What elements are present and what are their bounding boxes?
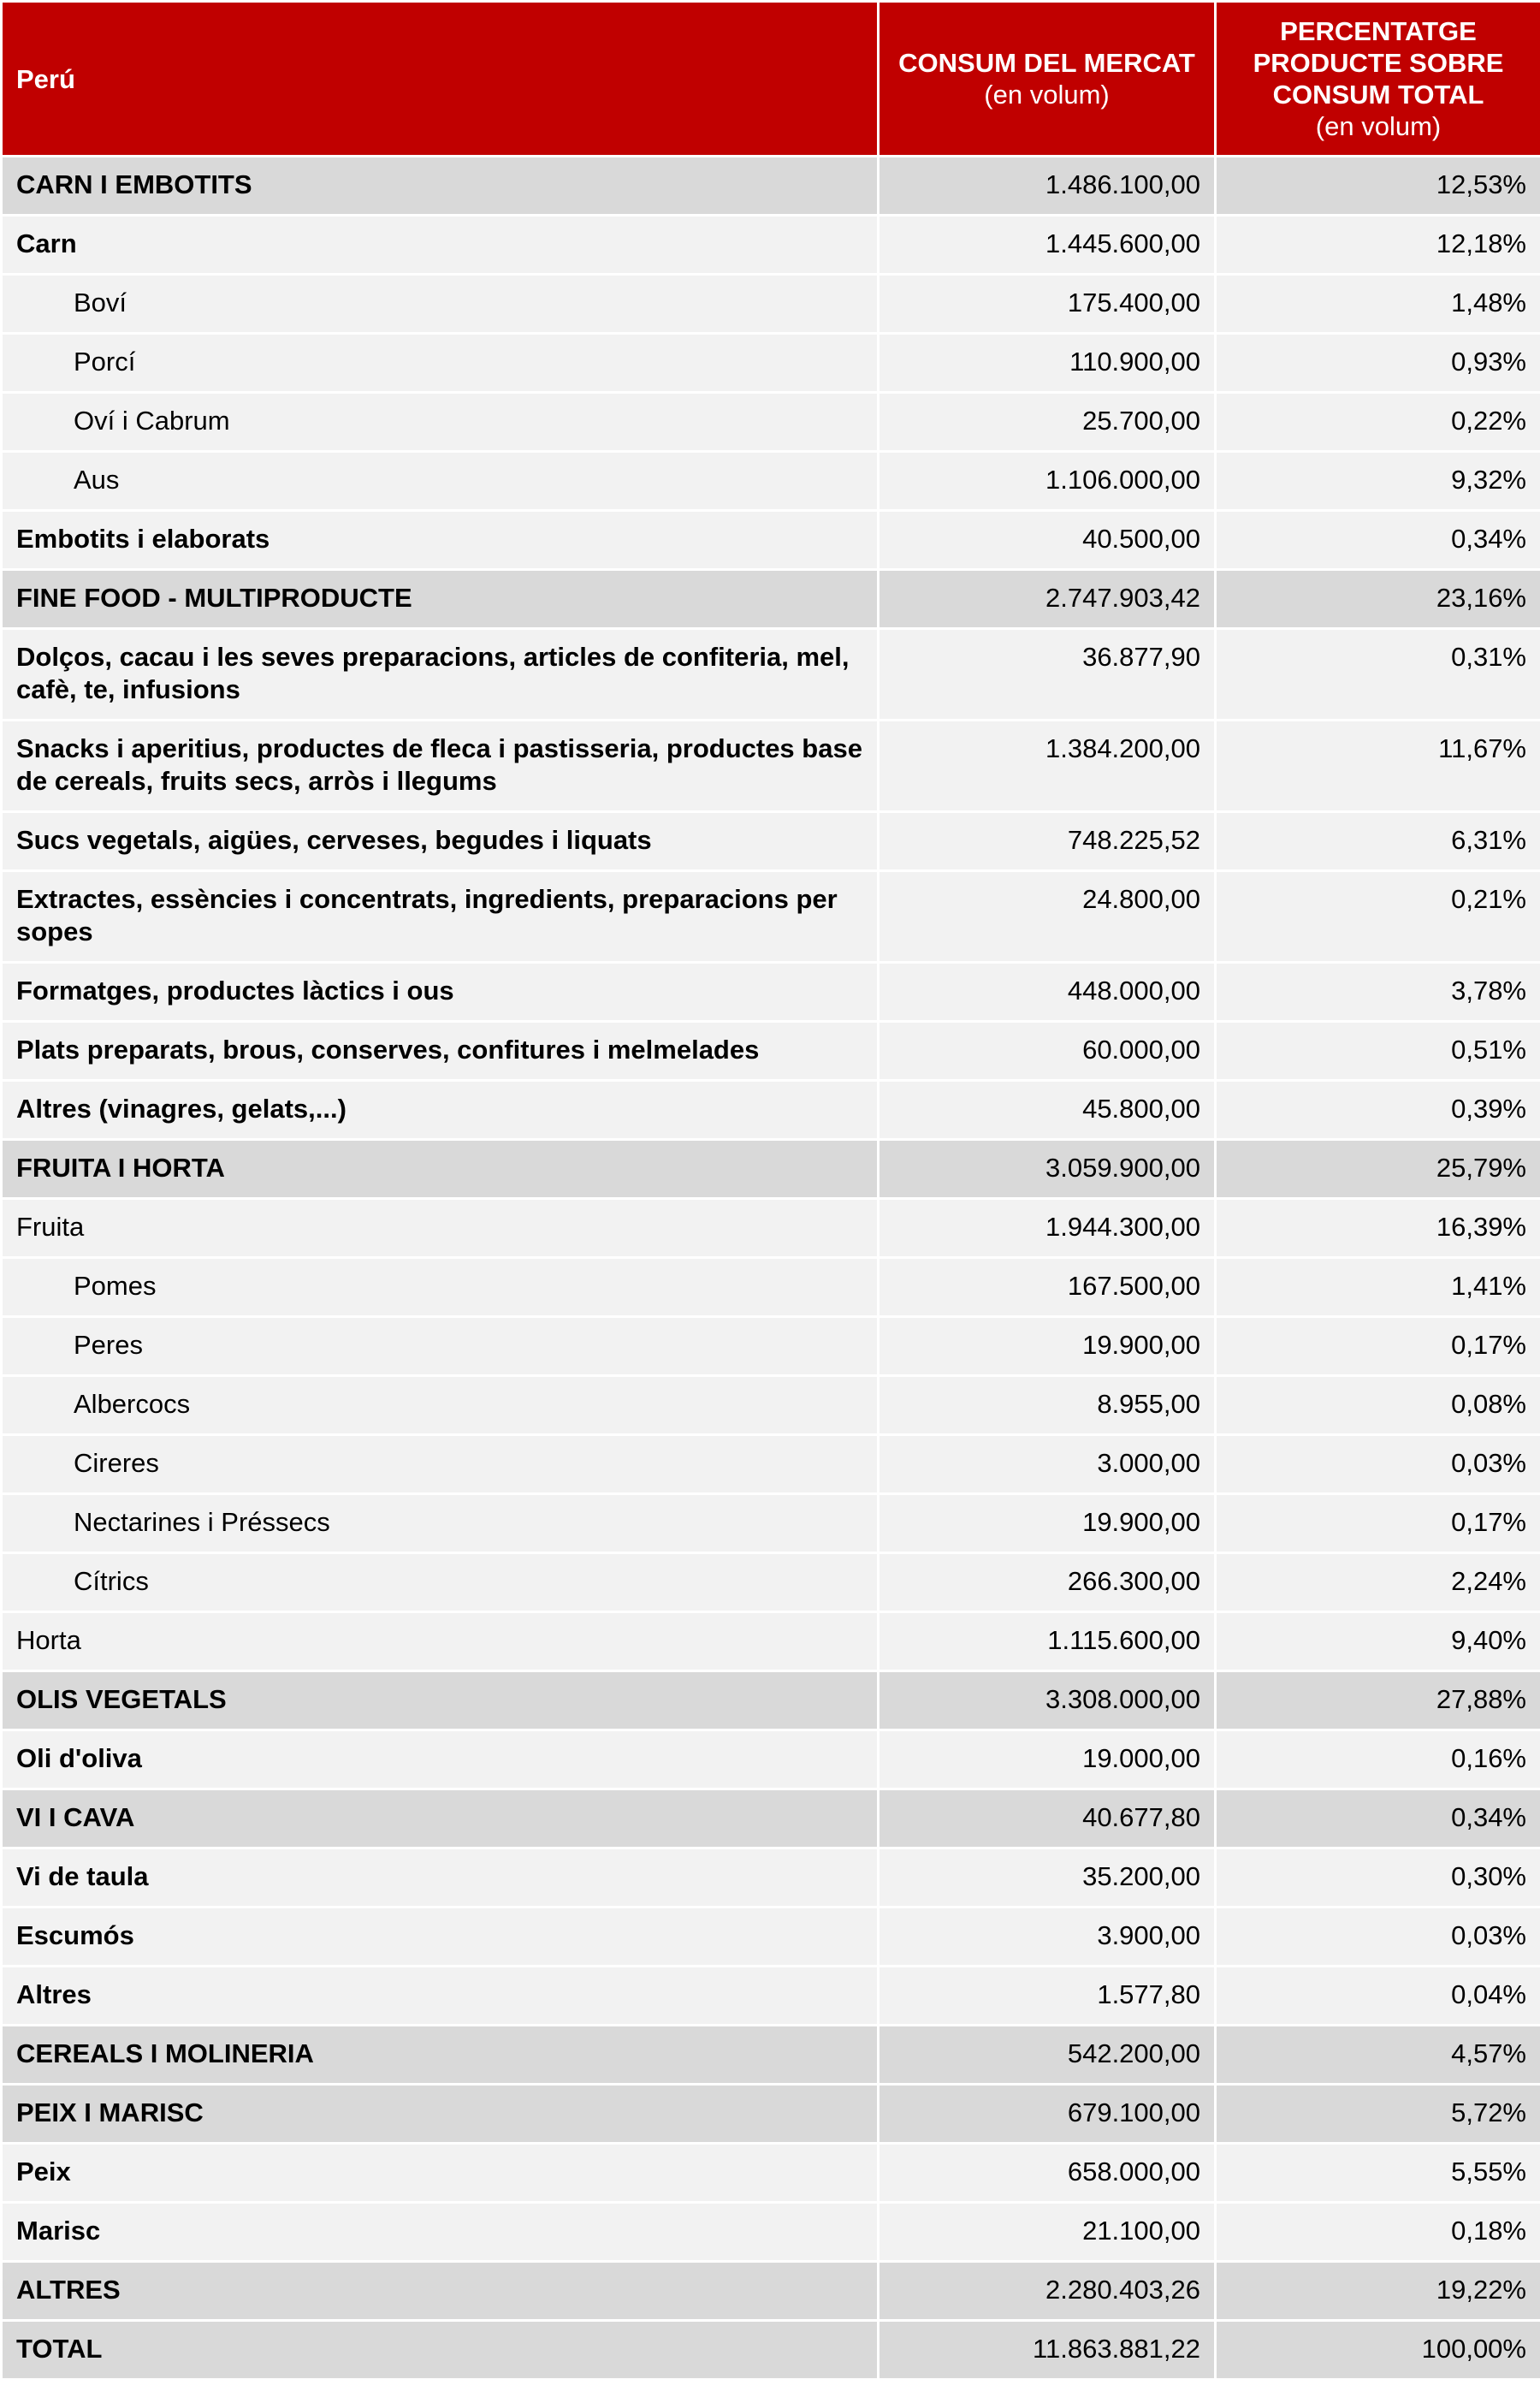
table-row <box>2 1612 1540 1671</box>
percentage-value: 0,30% <box>1216 1848 1540 1908</box>
consumption-value: 448.000,00 <box>879 963 1216 1022</box>
row-label: ALTRES <box>2 2262 879 2321</box>
percentage-value: 9,40% <box>1216 1612 1540 1671</box>
table-row <box>2 393 1540 452</box>
table-row <box>2 1848 1540 1908</box>
category-row <box>2 570 1540 629</box>
row-label: Pomes <box>2 1258 879 1317</box>
category-row <box>2 2085 1540 2144</box>
row-label: Aus <box>2 452 879 511</box>
percentage-value: 9,32% <box>1216 452 1540 511</box>
country-header: Perú <box>2 2 879 157</box>
percentage-value: 5,72% <box>1216 2085 1540 2144</box>
consumption-value: 1.577,80 <box>879 1967 1216 2026</box>
table-row <box>2 216 1540 275</box>
table-row <box>2 1258 1540 1317</box>
table-row <box>2 511 1540 570</box>
percentage-value: 12,53% <box>1216 157 1540 216</box>
consumption-value: 679.100,00 <box>879 2085 1216 2144</box>
consumption-value: 3.308.000,00 <box>879 1671 1216 1730</box>
percentage-value: 11,67% <box>1216 721 1540 812</box>
table-row <box>2 629 1540 721</box>
row-label: FRUITA I HORTA <box>2 1140 879 1199</box>
consumption-value: 45.800,00 <box>879 1081 1216 1140</box>
row-label: Oli d'oliva <box>2 1730 879 1789</box>
percentage-value: 0,31% <box>1216 629 1540 721</box>
row-label: Dolços, cacau i les seves preparacions, articles de confiteria, mel, cafè, te, infusions <box>2 629 879 721</box>
table-row <box>2 1317 1540 1376</box>
percentage-value: 0,34% <box>1216 511 1540 570</box>
percentage-value: 0,17% <box>1216 1494 1540 1553</box>
category-row <box>2 157 1540 216</box>
percentage-column-title: PERCENTATGE PRODUCTE SOBRE CONSUM TOTAL <box>1253 16 1504 110</box>
row-label: TOTAL <box>2 2321 879 2380</box>
consumption-value: 2.747.903,42 <box>879 570 1216 629</box>
percentage-value: 12,18% <box>1216 216 1540 275</box>
consum-column-header <box>879 2 1216 157</box>
table-row <box>2 1553 1540 1612</box>
consumption-value: 8.955,00 <box>879 1376 1216 1435</box>
percentage-value: 23,16% <box>1216 570 1540 629</box>
percentage-value: 0,34% <box>1216 1789 1540 1848</box>
table-row <box>2 1022 1540 1081</box>
row-label: PEIX I MARISC <box>2 2085 879 2144</box>
consumption-value: 110.900,00 <box>879 334 1216 393</box>
row-label: Extractes, essències i concentrats, ingredients, preparacions per sopes <box>2 871 879 963</box>
table-row <box>2 2144 1540 2203</box>
percentage-value: 0,22% <box>1216 393 1540 452</box>
row-label: Porcí <box>2 334 879 393</box>
consumption-value: 35.200,00 <box>879 1848 1216 1908</box>
consumption-value: 1.106.000,00 <box>879 452 1216 511</box>
percentage-value: 0,93% <box>1216 334 1540 393</box>
row-label: Escumós <box>2 1908 879 1967</box>
percentage-value: 4,57% <box>1216 2026 1540 2085</box>
percentage-value: 5,55% <box>1216 2144 1540 2203</box>
table-row <box>2 452 1540 511</box>
row-label: Peres <box>2 1317 879 1376</box>
header-row <box>2 2 1540 157</box>
category-row <box>2 1140 1540 1199</box>
row-label: Snacks i aperitius, productes de fleca i pastisseria, productes base de cereals, fruits secs, arròs i llegums <box>2 721 879 812</box>
row-label: Oví i Cabrum <box>2 393 879 452</box>
consumption-value: 25.700,00 <box>879 393 1216 452</box>
percentage-value: 6,31% <box>1216 812 1540 871</box>
consumption-value: 19.900,00 <box>879 1317 1216 1376</box>
table-row <box>2 1199 1540 1258</box>
row-label: Altres <box>2 1967 879 2026</box>
consumption-value: 167.500,00 <box>879 1258 1216 1317</box>
percentage-value: 0,16% <box>1216 1730 1540 1789</box>
consumption-value: 3.059.900,00 <box>879 1140 1216 1199</box>
percentage-column-subtitle: (en volum) <box>1315 111 1442 141</box>
percentage-value: 0,08% <box>1216 1376 1540 1435</box>
row-label: Sucs vegetals, aigües, cerveses, begudes i liquats <box>2 812 879 871</box>
row-label: Embotits i elaborats <box>2 511 879 570</box>
percentage-value: 27,88% <box>1216 1671 1540 1730</box>
table-row <box>2 275 1540 334</box>
consumption-value: 19.000,00 <box>879 1730 1216 1789</box>
row-label: OLIS VEGETALS <box>2 1671 879 1730</box>
row-label: Plats preparats, brous, conserves, confitures i melmelades <box>2 1022 879 1081</box>
row-label: Boví <box>2 275 879 334</box>
row-label: Fruita <box>2 1199 879 1258</box>
row-label: Cireres <box>2 1435 879 1494</box>
row-label: Altres (vinagres, gelats,...) <box>2 1081 879 1140</box>
consumption-value: 24.800,00 <box>879 871 1216 963</box>
table-row <box>2 1081 1540 1140</box>
row-label: Cítrics <box>2 1553 879 1612</box>
percentage-value: 0,21% <box>1216 871 1540 963</box>
consumption-value: 1.944.300,00 <box>879 1199 1216 1258</box>
percentage-value: 0,04% <box>1216 1967 1540 2026</box>
consumption-value: 40.500,00 <box>879 511 1216 570</box>
percentage-value: 100,00% <box>1216 2321 1540 2380</box>
category-row <box>2 2026 1540 2085</box>
consumption-value: 11.863.881,22 <box>879 2321 1216 2380</box>
consumption-value: 3.900,00 <box>879 1908 1216 1967</box>
consumption-value: 542.200,00 <box>879 2026 1216 2085</box>
category-row <box>2 1789 1540 1848</box>
row-label: Carn <box>2 216 879 275</box>
row-label: Peix <box>2 2144 879 2203</box>
percentage-value: 2,24% <box>1216 1553 1540 1612</box>
consumption-value: 36.877,90 <box>879 629 1216 721</box>
row-label: Horta <box>2 1612 879 1671</box>
percentage-value: 0,18% <box>1216 2203 1540 2262</box>
table-row <box>2 721 1540 812</box>
table-row <box>2 1967 1540 2026</box>
consumption-value: 266.300,00 <box>879 1553 1216 1612</box>
row-label: CEREALS I MOLINERIA <box>2 2026 879 2085</box>
table-row <box>2 1908 1540 1967</box>
consumption-value: 1.445.600,00 <box>879 216 1216 275</box>
consumption-value: 3.000,00 <box>879 1435 1216 1494</box>
table-row <box>2 963 1540 1022</box>
row-label: Albercocs <box>2 1376 879 1435</box>
consumption-value: 40.677,80 <box>879 1789 1216 1848</box>
percentage-value: 0,03% <box>1216 1908 1540 1967</box>
consumption-value: 748.225,52 <box>879 812 1216 871</box>
table-header <box>2 2 1540 157</box>
row-label: FINE FOOD - MULTIPRODUCTE <box>2 570 879 629</box>
consumption-value: 175.400,00 <box>879 275 1216 334</box>
percentage-value: 0,17% <box>1216 1317 1540 1376</box>
consumption-value: 19.900,00 <box>879 1494 1216 1553</box>
percentage-value: 25,79% <box>1216 1140 1540 1199</box>
row-label: Nectarines i Préssecs <box>2 1494 879 1553</box>
row-label: VI I CAVA <box>2 1789 879 1848</box>
percentage-value: 19,22% <box>1216 2262 1540 2321</box>
percentage-value: 1,48% <box>1216 275 1540 334</box>
consum-column-subtitle: (en volum) <box>984 80 1110 110</box>
percentage-value: 3,78% <box>1216 963 1540 1022</box>
table-row <box>2 1435 1540 1494</box>
consumption-value: 1.384.200,00 <box>879 721 1216 812</box>
consumption-value: 1.115.600,00 <box>879 1612 1216 1671</box>
percentage-value: 16,39% <box>1216 1199 1540 1258</box>
percentage-value: 0,51% <box>1216 1022 1540 1081</box>
table-row <box>2 1376 1540 1435</box>
category-row <box>2 2262 1540 2321</box>
percentage-value: 1,41% <box>1216 1258 1540 1317</box>
row-label: Formatges, productes làctics i ous <box>2 963 879 1022</box>
row-label: Vi de taula <box>2 1848 879 1908</box>
table-body <box>2 157 1540 2380</box>
percentage-value: 0,03% <box>1216 1435 1540 1494</box>
consumption-value: 1.486.100,00 <box>879 157 1216 216</box>
table-row <box>2 1494 1540 1553</box>
total-row <box>2 2321 1540 2380</box>
row-label: Marisc <box>2 2203 879 2262</box>
percentage-value: 0,39% <box>1216 1081 1540 1140</box>
consumption-value: 60.000,00 <box>879 1022 1216 1081</box>
category-row <box>2 1671 1540 1730</box>
table-row <box>2 812 1540 871</box>
consumption-value: 658.000,00 <box>879 2144 1216 2203</box>
percentage-column-header <box>1216 2 1540 157</box>
consumption-value: 21.100,00 <box>879 2203 1216 2262</box>
row-label: CARN I EMBOTITS <box>2 157 879 216</box>
consum-column-title: CONSUM DEL MERCAT <box>898 48 1195 78</box>
consumption-value: 2.280.403,26 <box>879 2262 1216 2321</box>
table-row <box>2 334 1540 393</box>
table-row <box>2 2203 1540 2262</box>
table-row <box>2 871 1540 963</box>
table-row <box>2 1730 1540 1789</box>
